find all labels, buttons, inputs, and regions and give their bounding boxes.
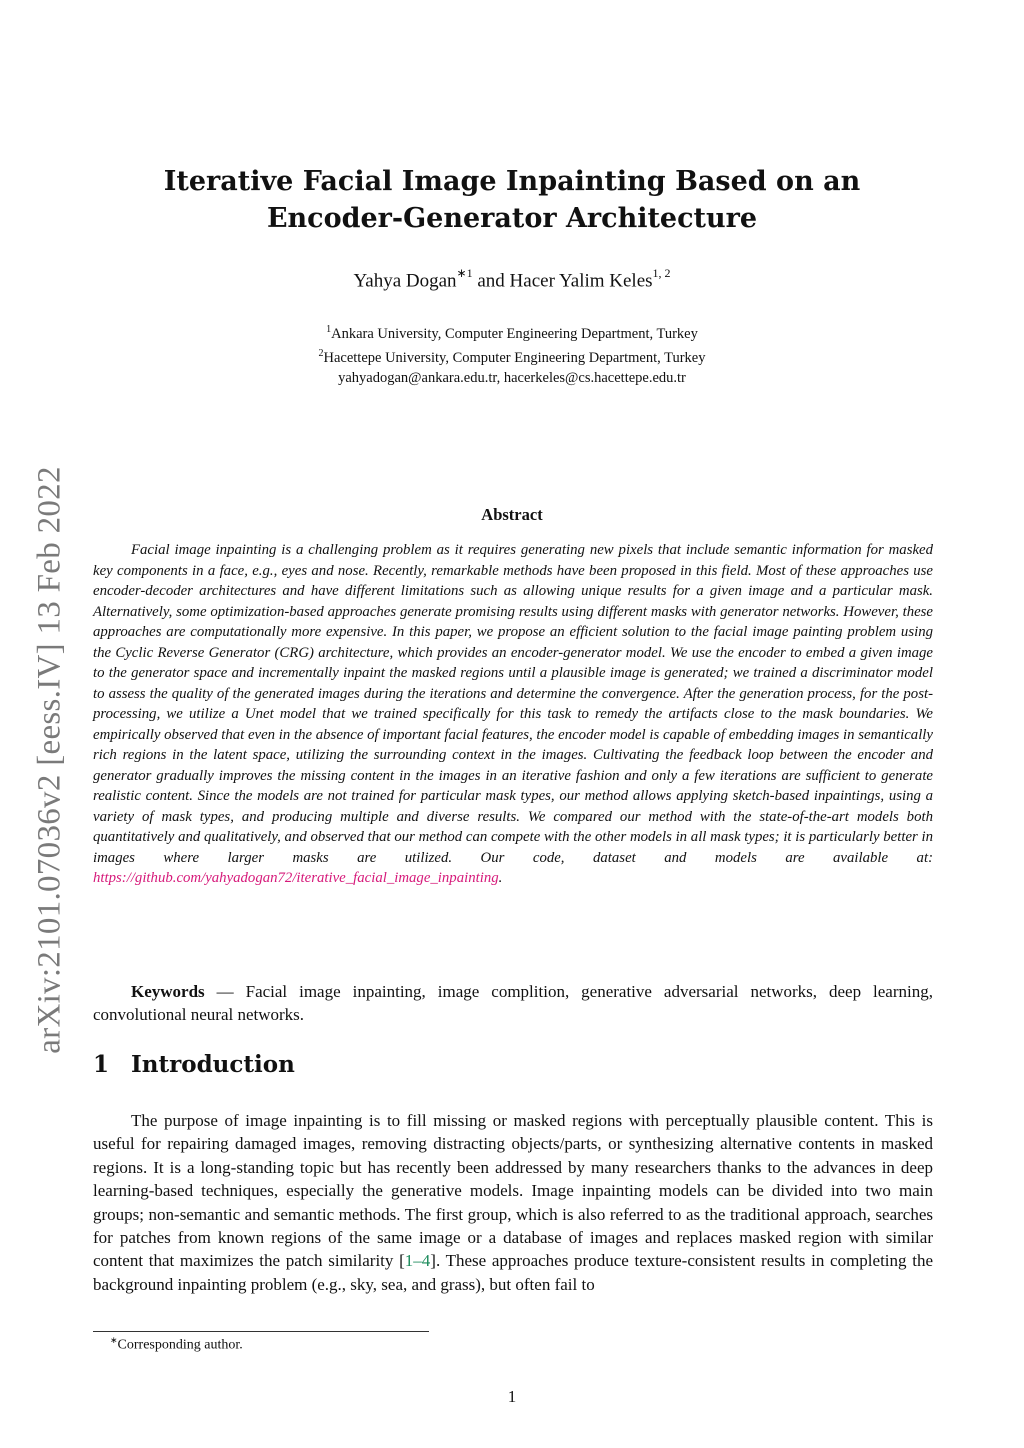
affiliation-mark: 2 bbox=[318, 348, 324, 360]
author-affil-mark: ∗1 bbox=[456, 266, 473, 280]
intro-text: . These approaches produce texture-consistent results in completing the background inpainting problem (e.g., sky, sea, and grass), but often fail to bbox=[93, 1251, 933, 1294]
author-name: Yahya Dogan bbox=[353, 270, 457, 292]
affiliation-text: Ankara University, Computer Engineering Department, Turkey bbox=[331, 325, 698, 342]
footnote-mark: ∗ bbox=[110, 1335, 118, 1345]
citation-link[interactable]: 1–4 bbox=[404, 1251, 431, 1271]
paper-title bbox=[130, 163, 894, 237]
author-affil-mark: 1, 2 bbox=[652, 266, 671, 280]
author-name: Hacer Yalim Keles bbox=[509, 270, 653, 292]
section-title: Introduction bbox=[131, 1051, 295, 1078]
section-number: 1 bbox=[93, 1051, 110, 1078]
intro-text: The purpose of image inpainting is to fill missing or masked regions with perceptually plausible content. This is useful for repairing damaged images, removing distracting objects/parts, or synthesizing alternative contents in masked regions. It is a long-standing topic but has recently been addressed by many researchers thanks to the advances in deep learning-based techniques, especially the generative models. Image inpainting models can be divided into two main groups; non-semantic and semantic methods. The first group, which is also referred to as the traditional approach, searches for patches from known regions of the same image or a database of images and replaces masked region with similar content that maximizes the patch similarity bbox=[93, 1111, 933, 1271]
title-line-1: Iterative Facial Image Inpainting Based on an bbox=[163, 166, 861, 197]
author-list bbox=[130, 268, 894, 292]
page-number: 1 bbox=[507, 1387, 517, 1406]
keywords-label: Keywords bbox=[131, 982, 205, 1001]
affiliations bbox=[130, 320, 894, 388]
abstract-period: . bbox=[498, 870, 503, 886]
citation-bracket: [ bbox=[399, 1251, 405, 1271]
footnote-text: Corresponding author. bbox=[117, 1337, 243, 1353]
author-emails: yahyadogan@ankara.edu.tr, hacerkeles@cs.hacettepe.edu.tr bbox=[338, 369, 686, 386]
abstract-text bbox=[93, 540, 933, 889]
footnote-divider bbox=[93, 1331, 429, 1332]
introduction-paragraph bbox=[93, 1109, 933, 1296]
affiliation-line bbox=[130, 320, 894, 344]
title-line-2: Encoder-Generator Architecture bbox=[266, 203, 758, 234]
affiliation-text: Hacettepe University, Computer Engineering Department, Turkey bbox=[323, 350, 706, 367]
keywords-list: Facial image inpainting, image complition, generative adversarial networks, deep learning, convolutional neural networks. bbox=[93, 982, 933, 1024]
keywords bbox=[93, 981, 933, 1026]
affiliation-line bbox=[130, 344, 894, 368]
keywords-dash: — bbox=[204, 982, 246, 1001]
abstract-body-text: Facial image inpainting is a challenging problem as it requires generating new pixels that include semantic information for masked key components in a face, e.g., eyes and nose. Recently, remarkable methods have been proposed in this field. Most of these approaches use encoder-decoder architectures and have different limitations such as allowing unique results for a given image and a particular mask. Alternatively, some optimization-based approaches generate promising results using different masks with generator networks. However, these approaches are computationally more expensive. In this paper, we propose an efficient solution to the facial image painting problem using the Cyclic Reverse Generator (CRG) architecture, which provides an encoder-generator model. We use the encoder to embed a given image to the generator space and incrementally inpaint the masked regions until a plausible image is generated; we trained a discriminator model to assess the quality of the generated images during the iterations and determine the convergence. After the generation process, for the post-processing, we utilize a Unet model that we trained specifically for this task to remedy the artifacts close to the mask boundaries. We empirically observed that even in the absence of important facial features, the encoder model is capable of embedding images in semantically rich regions in the latent space, utilizing the surrounding context in the images. Cultivating the feedback loop between the encoder and generator gradually improves the missing content in the images in an iterative fashion and only a few iterations are sufficient to generate realistic content. Since the models are not trained for particular mask types, our method allows applying sketch-based inpaintings, using a variety of mask types, and producing multiple and diverse results. We compared our method with the state-of-the-art models both quantitatively and qualitatively, and observed that our method can compete with the other models in all mask types; it is particularly better in images where larger masks are utilized. Our code, dataset and models are available at: bbox=[93, 542, 933, 866]
arxiv-stamp: arXiv:2101.07036v2 [eess.IV] 13 Feb 2022 bbox=[31, 466, 68, 1054]
affiliation-mark: 1 bbox=[326, 324, 332, 335]
section-heading bbox=[93, 1051, 295, 1078]
citation-bracket: ] bbox=[430, 1251, 436, 1271]
author-conjunction: and bbox=[472, 270, 510, 292]
footnote bbox=[110, 1335, 243, 1354]
abstract-heading: Abstract bbox=[481, 505, 543, 524]
code-repository-link[interactable]: https://github.com/yahyadogan72/iterative_facial_image_inpainting bbox=[93, 870, 499, 886]
